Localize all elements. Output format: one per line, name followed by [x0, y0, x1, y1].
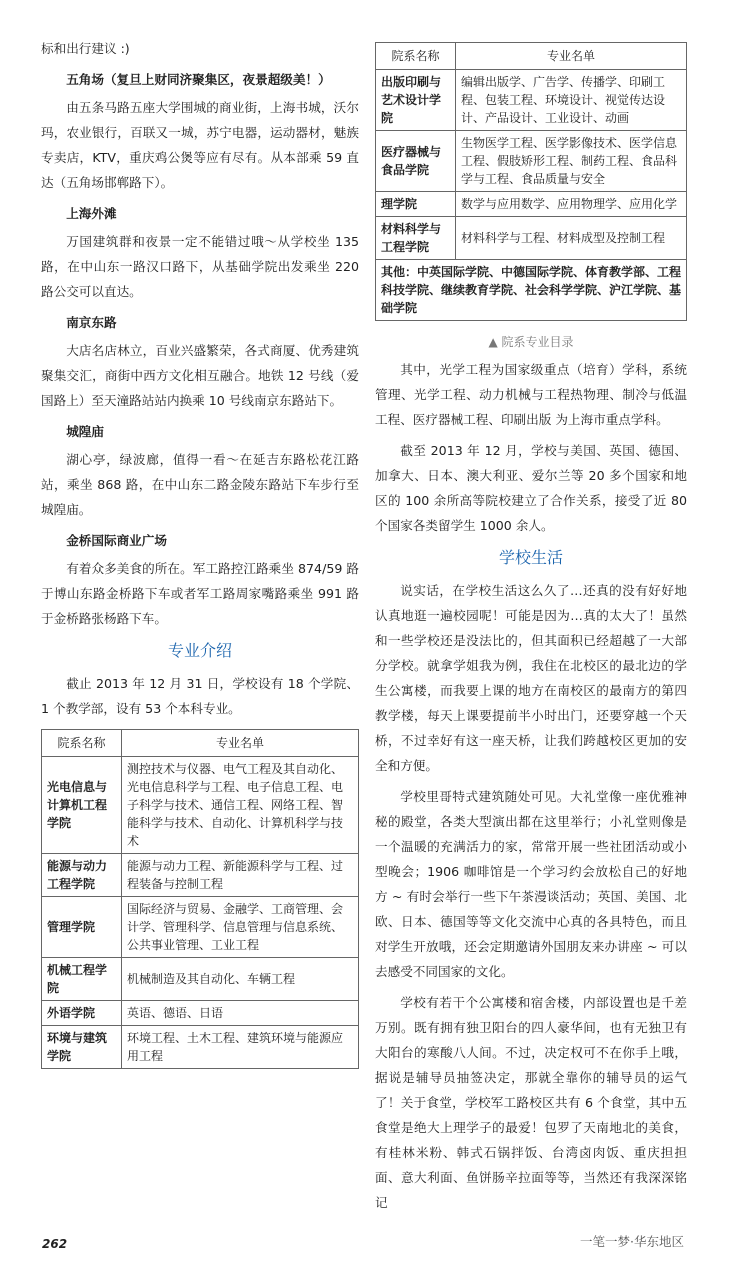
place-name: 上海外滩 [66, 206, 117, 221]
school-life-text [375, 578, 687, 1215]
table-header-cell: 专业名单 [122, 730, 359, 757]
left-column [41, 36, 359, 1069]
major-list: 英语、德语、日语 [122, 1001, 359, 1026]
table-row [376, 131, 687, 192]
right-column [375, 42, 687, 1221]
college-name: 理学院 [376, 192, 456, 217]
table-row [376, 217, 687, 260]
major-list: 数学与应用数学、应用物理学、应用化学 [456, 192, 687, 217]
table-row [42, 1001, 359, 1026]
major-list: 编辑出版学、广告学、传播学、印刷工程、包装工程、环境设计、视觉传达设计、产品设计、工业设计、动画 [456, 70, 687, 131]
running-footer: 一笔一梦·华东地区 [580, 1234, 684, 1249]
paragraph: 学校里哥特式建筑随处可见。大礼堂像一座优雅神秘的殿堂，各类大型演出都在这里举行；小礼堂则像是一个温暖的充满活力的家，常常开展一些社团活动或小型晚会；1906 咖啡馆是一个学习约会放松自己的好地方 ~ 有时会举行一些下午茶漫谈活动；英国、美国、北欧、日本、德国等等文化交流中心真的各具特色，而且对学生开放哦，还会定期邀请外国朋友来办讲座 ~ 可以去感受不同国家的文化。 [375, 789, 687, 979]
place-name: 城隍庙 [66, 424, 104, 439]
table-row [42, 757, 359, 854]
table-row [42, 854, 359, 897]
table-caption: ▲ 院系专业目录 [488, 335, 574, 349]
table-row [42, 1026, 359, 1069]
table-row [42, 897, 359, 958]
college-name: 医疗器械与食品学院 [376, 131, 456, 192]
major-list: 生物医学工程、医学影像技术、医学信息工程、假肢矫形工程、制药工程、食品科学与工程、食品质量与安全 [456, 131, 687, 192]
place-description: 有着众多美食的所在。军工路控江路乘坐 874/59 路于博山东路金桥路下车或者军工路周家嘴路乘坐 991 路于金桥路张杨路下车。 [41, 561, 359, 626]
table-row [376, 70, 687, 131]
paragraph: 截至 2013 年 12 月，学校与美国、英国、德国、加拿大、日本、澳大利亚、爱尔兰等 20 多个国家和地区的 100 余所高等院校建立了合作关系，接受了近 80 个国家各类留学生 1000 余人。 [375, 443, 687, 533]
college-name: 能源与动力工程学院 [42, 854, 122, 897]
table-header-row [376, 43, 687, 70]
major-list: 测控技术与仪器、电气工程及其自动化、光电信息科学与工程、电子信息工程、电子科学与技术、通信工程、网络工程、智能科学与技术、自动化、计算机科学与技术 [122, 757, 359, 854]
place-name: 南京东路 [66, 315, 117, 330]
college-name: 机械工程学院 [42, 958, 122, 1001]
college-name: 材料科学与工程学院 [376, 217, 456, 260]
section-title-school-life: 学校生活 [498, 548, 563, 567]
table-header-cell: 院系名称 [42, 730, 122, 757]
table-header-cell: 专业名单 [456, 43, 687, 70]
paragraph: 说实话，在学校生活这么久了…还真的没有好好地认真地逛一遍校园呢！可能是因为…真的太大了！虽然和一些学校还是没法比的，但其面积已经超越了一大部分学校。就拿学姐我为例，我住在北校区的最北边的学生公寓楼，而我要上课的地方在南校区的最南方的第四教学楼，每天上课要提前半小时出门，还要穿越一个天桥，不过幸好有这一座天桥，让我们跨越校区更加的安全和方便。 [375, 583, 687, 773]
college-name: 光电信息与计算机工程学院 [42, 757, 122, 854]
place-name: 金桥国际商业广场 [66, 533, 167, 548]
table-header-cell: 院系名称 [376, 43, 456, 70]
paragraph: 其中，光学工程为国家级重点（培育）学科，系统管理、光学工程、动力机械与工程热物理、制冷与低温工程、医疗器械工程、印刷出版 为上海市重点学科。 [375, 362, 687, 427]
major-list: 国际经济与贸易、金融学、工商管理、会计学、管理科学、信息管理与信息系统、公共事业管理、工业工程 [122, 897, 359, 958]
major-list: 环境工程、土木工程、建筑环境与能源应用工程 [122, 1026, 359, 1069]
place-description: 由五条马路五座大学围城的商业街，上海书城，沃尔玛，农业银行，百联又一城，苏宁电器，运动器材，魅族专卖店，KTV，重庆鸡公煲等应有尽有。从本部乘 59 直达（五角场邯郸路下）。 [41, 100, 359, 190]
college-name: 管理学院 [42, 897, 122, 958]
college-name: 外语学院 [42, 1001, 122, 1026]
majors-table-left [41, 729, 359, 1069]
major-list: 能源与动力工程、新能源科学与工程、过程装备与控制工程 [122, 854, 359, 897]
major-list: 材料科学与工程、材料成型及控制工程 [456, 217, 687, 260]
intro-tail: 标和出行建议 :) [41, 41, 130, 56]
paragraph: 学校有若干个公寓楼和宿舍楼，内部设置也是千差万别。既有拥有独卫阳台的四人豪华间，也有无独卫有大阳台的寒酸八人间。不过，决定权可不在你手上哦，据说是辅导员抽签决定，那就全靠你的辅导员的运气了！关于食堂，学校军工路校区共有 6 个食堂，其中五食堂是绝大上理学子的最爱！包罗了天南地北的美食，有桂林米粉、韩式石锅拌饭、台湾卤肉饭、重庆担担面、意大利面、鱼饼肠辛拉面等等，当然还有我深深铭记 [375, 995, 687, 1210]
section-title-majors: 专业介绍 [167, 641, 232, 660]
major-list: 机械制造及其自动化、车辆工程 [122, 958, 359, 1001]
place-name: 五角场（复旦上财同济聚集区，夜景超级美！） [66, 72, 331, 87]
places-list [41, 67, 359, 631]
other-colleges: 其他：中英国际学院、中德国际学院、体育教学部、工程科技学院、继续教育学院、社会科学学院、沪江学院、基础学院 [376, 260, 687, 321]
place-description: 大店名店林立，百业兴盛繁荣，各式商厦、优秀建筑聚集交汇，商街中西方文化相互融合。地铁 12 号线（爱国路上）至天潼路站站内换乘 10 号线南京东路站下。 [41, 343, 359, 408]
college-name: 出版印刷与艺术设计学院 [376, 70, 456, 131]
page-number: 262 [42, 1237, 68, 1251]
table-row-other [376, 260, 687, 321]
place-description: 湖心亭，绿波廊，值得一看～在延吉东路松花江路站，乘坐 868 路，在中山东二路金陵东路站下车步行至城隍庙。 [41, 452, 359, 517]
college-name: 环境与建筑学院 [42, 1026, 122, 1069]
majors-notes [375, 357, 687, 538]
table-row [42, 958, 359, 1001]
majors-table-right [375, 42, 687, 321]
place-description: 万国建筑群和夜景一定不能错过哦～从学校坐 135 路，在中山东一路汉口路下，从基础学院出发乘坐 220 路公交可以直达。 [41, 234, 359, 299]
table-header-row [42, 730, 359, 757]
majors-intro: 截止 2013 年 12 月 31 日，学校设有 18 个学院、1 个教学部，设有 53 个本科专业。 [41, 676, 359, 716]
table-row [376, 192, 687, 217]
